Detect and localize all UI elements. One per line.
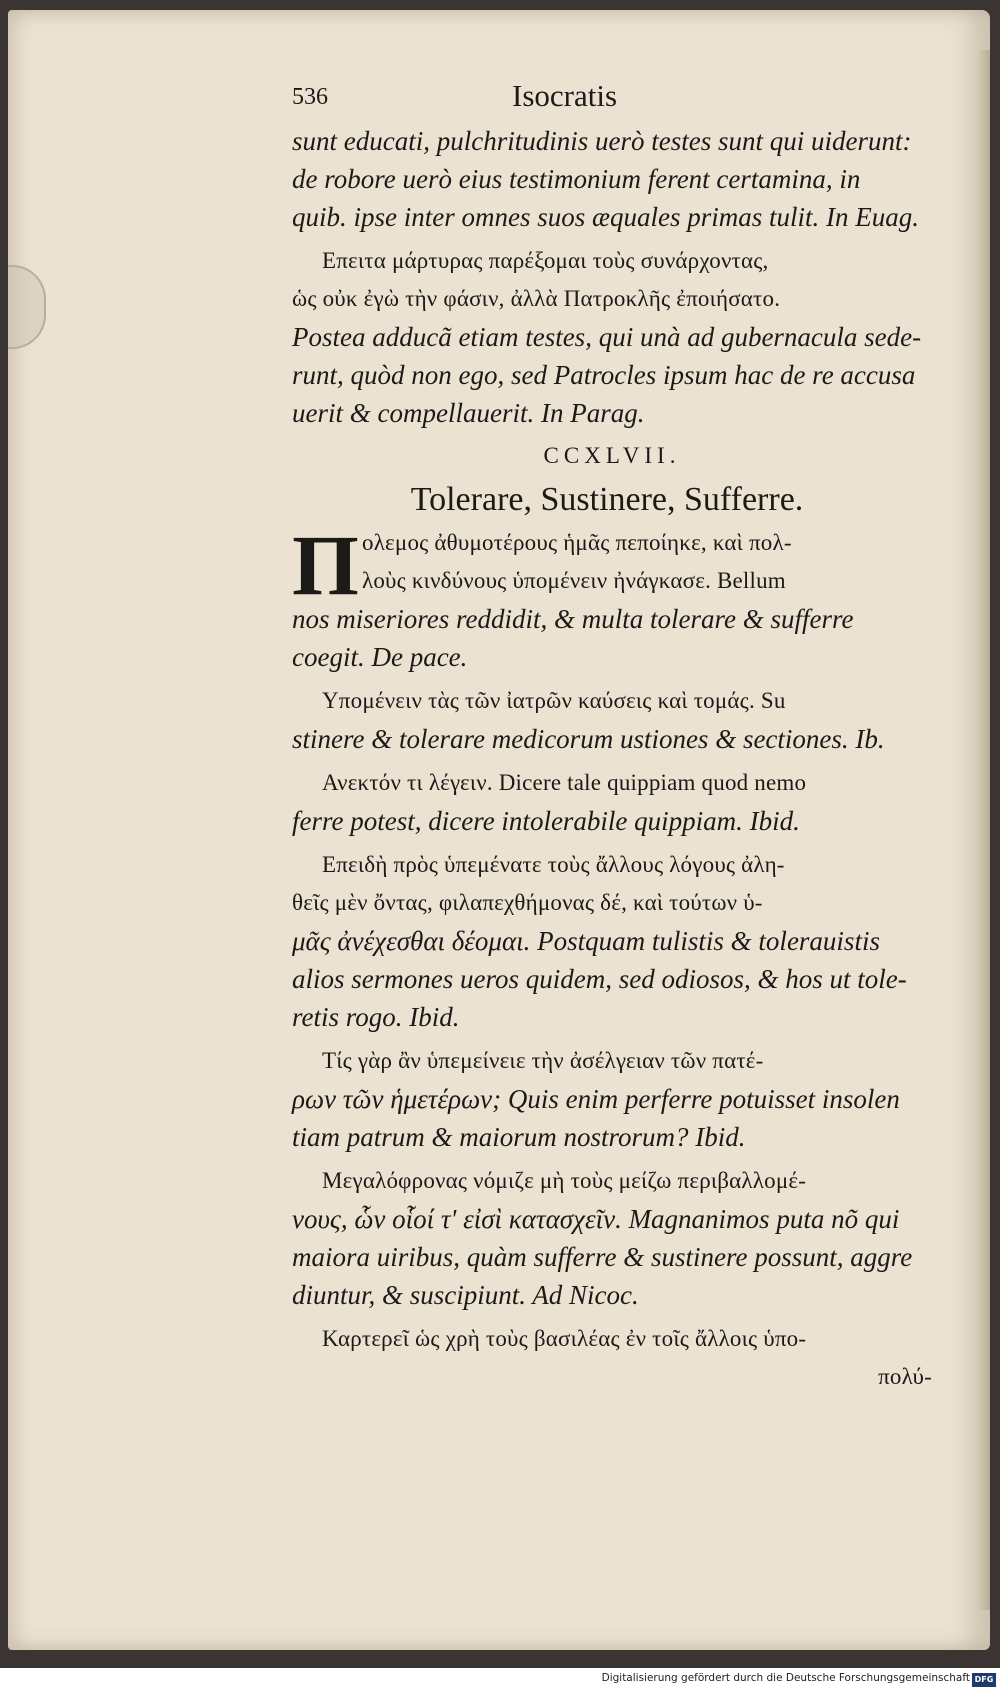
entry-paragraph-latin (292, 600, 932, 676)
entry-paragraph (292, 242, 932, 432)
entry-paragraph (292, 1162, 932, 1314)
text-line: maiora uiribus, quàm sufferre & sustinere possunt, aggre (292, 1242, 913, 1272)
text-line: μᾶς ἀνέχεσθαι δέομαι. Postquam tulistis & tolerauistis (292, 926, 880, 956)
binding-clip (8, 265, 46, 349)
page-text (292, 78, 932, 1396)
entry-paragraph (292, 517, 932, 613)
latin-line: uerit & compellauerit. In Parag. (292, 398, 645, 428)
text-line: Ανεκτόν τι λέγειν. Dicere tale quippiam quod nemo (322, 770, 807, 795)
text-line: tiam patrum & maiorum nostrorum? Ibid. (292, 1122, 746, 1152)
greek-line: ὡς οὐκ ἐγὼ τὴν φάσιν, ἀλλὰ Πατροκλῆς ἐποιήσατο. (292, 286, 781, 311)
continuation-block (292, 122, 932, 236)
latin-line: coegit. De pace. (292, 642, 468, 672)
funding-notice: Digitalisierung gefördert durch die Deutsche Forschungsgemeinschaft (601, 1672, 970, 1684)
entry-paragraph (292, 1320, 932, 1396)
text-line: Επειδὴ πρὸς ὑπεμένατε τοὺς ἄλλους λόγους ἀλη- (322, 852, 785, 877)
drop-cap: Π (292, 517, 359, 613)
footer-bar (0, 1668, 1000, 1693)
text-line: ferre potest, dicere intolerabile quippiam. Ibid. (292, 806, 800, 836)
text-line: retis rogo. Ibid. (292, 1002, 460, 1032)
greek-line: Επειτα μάρτυρας παρέξομαι τοὺς συνάρχοντας, (322, 248, 769, 273)
entry-paragraph (292, 682, 932, 758)
page-edge (976, 50, 990, 1610)
running-head: Isocratis (512, 78, 618, 113)
text-line: diuntur, & suscipiunt. Ad Nicoc. (292, 1280, 639, 1310)
catchword: πολύ- (878, 1364, 932, 1389)
text-line: quib. ipse inter omnes suos æquales primas tulit. In Euag. (292, 202, 919, 232)
text-line: ρων τῶν ἡμετέρων; Quis enim perferre potuisset insolen (292, 1084, 900, 1114)
text-line: de robore uerò eius testimonium ferent certamina, in (292, 164, 861, 194)
latin-line: runt, quòd non ego, sed Patrocles ipsum hac de re accusa (292, 360, 916, 390)
text-line: sunt educati, pulchritudinis uerò testes sunt qui uiderunt: (292, 126, 912, 156)
text-line: stinere & tolerare medicorum ustiones & sectiones. Ib. (292, 724, 885, 754)
entry-paragraph (292, 764, 932, 840)
entry-paragraph (292, 846, 932, 1036)
greek-line: ολεμος ἀθυμοτέρους ἡμᾶς πεποίηκε, καὶ πολ- (362, 530, 792, 555)
text-line: alios sermones ueros quidem, sed odiosos, & hos ut tole- (292, 964, 907, 994)
dfg-logo: DFG (972, 1673, 996, 1687)
section-number: CCXLVII. (543, 443, 681, 468)
text-line: νους, ὧν οἷοί τ' εἰσὶ κατασχεῖν. Magnanimos puta nõ qui (292, 1204, 900, 1234)
text-line: θεῖς μὲν ὄντας, φιλαπεχθήμονας δέ, καὶ τούτων ὑ- (292, 890, 763, 915)
latin-line: Postea adducã etiam testes, qui unà ad gubernacula sede- (292, 322, 922, 352)
section-title: Tolerare, Sustinere, Sufferre. (410, 481, 804, 518)
page-header (292, 78, 932, 122)
text-line: Υπομένειν τὰς τῶν ἰατρῶν καύσεις καὶ τομάς. Su (322, 688, 786, 713)
text-line: Μεγαλόφρονας νόμιζε μὴ τοὺς μείζω περιβαλλομέ- (322, 1168, 807, 1193)
text-line: Τίς γὰρ ἂν ὑπεμείνειε τὴν ἀσέλγειαν τῶν πατέ- (322, 1048, 764, 1073)
greek-line: λοὺς κινδύνους ὑπομένειν ἠνάγκασε. Bellum (362, 568, 786, 593)
latin-line: nos miseriores reddidit, & multa tolerare & sufferre (292, 604, 854, 634)
page-number: 536 (292, 84, 328, 110)
entry-paragraph (292, 1042, 932, 1156)
text-line: Καρτερεῖ ὡς χρὴ τοὺς βασιλέας ἐν τοῖς ἄλλοις ὑπο- (322, 1326, 807, 1351)
